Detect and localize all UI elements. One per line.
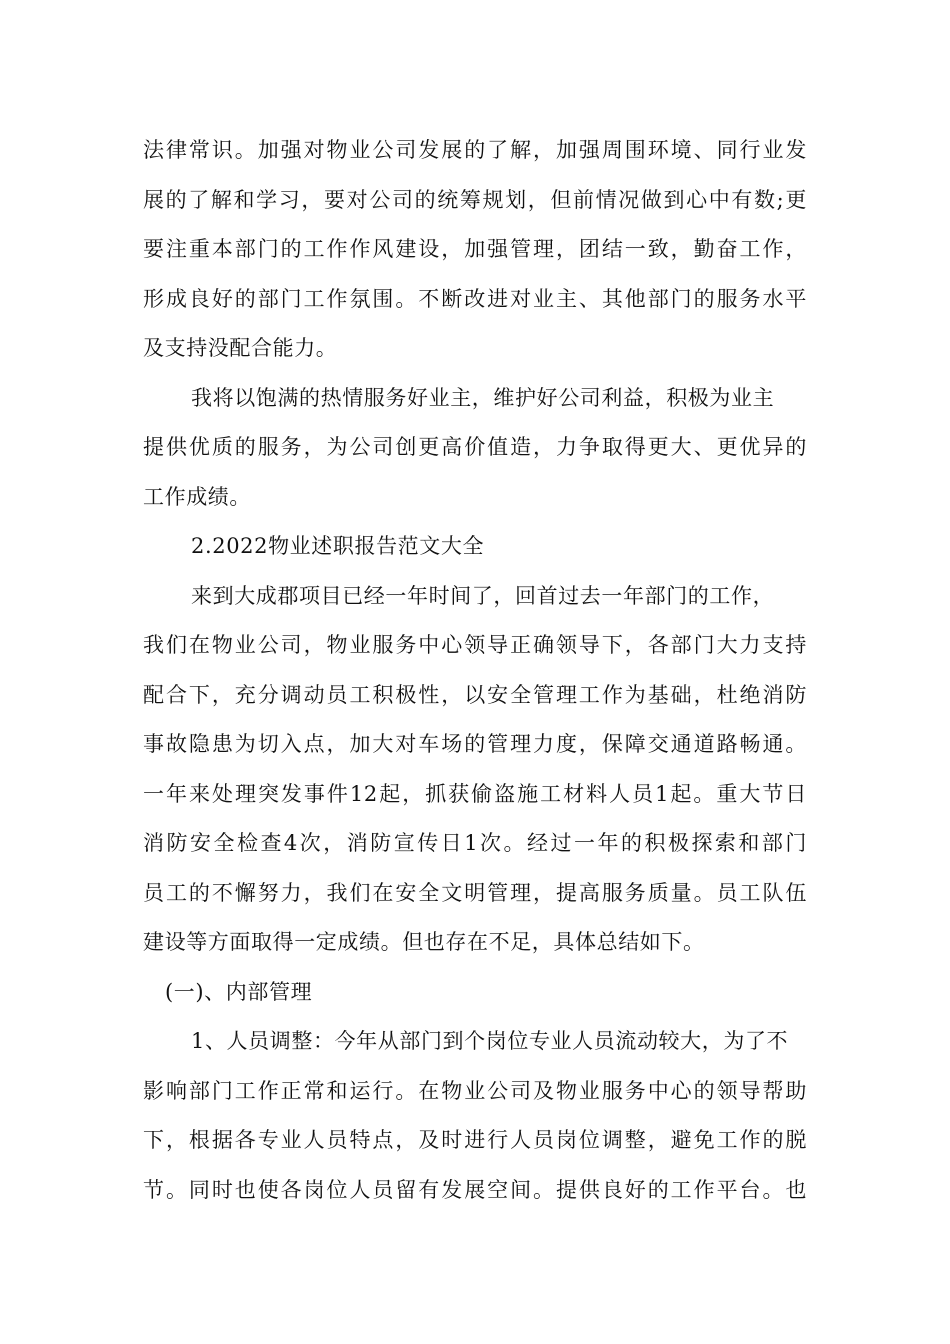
body-line-21: 下，根据各专业人员特点，及时进行人员岗位调整，避免工作的脱 — [143, 1128, 807, 1152]
body-line-5: 及支持没配合能力。 — [143, 336, 338, 360]
body-line-15: 消防安全检查4次，消防宣传日1次。经过一年的积极探索和部门 — [143, 831, 807, 855]
body-line-22: 节。同时也使各岗位人员留有发展空间。提供良好的工作平台。也 — [143, 1177, 807, 1202]
subsection-heading: (一)、内部管理 — [165, 979, 313, 1004]
body-line-16: 员工的不懈努力，我们在安全文明管理，提高服务质量。员工队伍 — [143, 880, 807, 905]
body-line-2: 展的了解和学习，要对公司的统筹规划，但前情况做到心中有数;更 — [143, 187, 807, 212]
body-line-11: 我们在物业公司，物业服务中心领导正确领导下，各部门大力支持 — [143, 633, 807, 657]
body-line-10: 来到大成郡项目已经一年时间了，回首过去一年部门的工作， — [191, 583, 775, 608]
body-line-12: 配合下，充分调动员工积极性，以安全管理工作为基础，杜绝消防 — [143, 682, 807, 707]
body-line-13: 事故隐患为切入点，加大对车场的管理力度，保障交通道路畅通。 — [143, 732, 807, 756]
body-line-6: 我将以饱满的热情服务好业主，维护好公司利益，积极为业主 — [191, 385, 775, 410]
document-body — [143, 126, 807, 1215]
body-line-4: 形成良好的部门工作氛围。不断改进对业主、其他部门的服务水平 — [143, 286, 807, 311]
body-line-19: 1、人员调整：今年从部门到个岗位专业人员流动较大，为了不 — [191, 1029, 789, 1053]
body-line-7: 提供优质的服务，为公司创更高价值造，力争取得更大、更优异的 — [143, 435, 807, 459]
body-line-3: 要注重本部门的工作作风建设，加强管理，团结一致，勤奋工作， — [143, 237, 807, 261]
body-line-1: 法律常识。加强对物业公司发展的了解，加强周围环境、同行业发 — [143, 138, 807, 162]
section-heading: 2.2022物业述职报告范文大全 — [191, 534, 485, 558]
body-line-17: 建设等方面取得一定成绩。但也存在不足，具体总结如下。 — [143, 930, 705, 954]
body-line-14: 一年来处理突发事件12起，抓获偷盗施工材料人员1起。重大节日 — [143, 781, 807, 806]
body-line-20: 影响部门工作正常和运行。在物业公司及物业服务中心的领导帮助 — [143, 1078, 807, 1103]
body-line-8: 工作成绩。 — [143, 484, 251, 509]
